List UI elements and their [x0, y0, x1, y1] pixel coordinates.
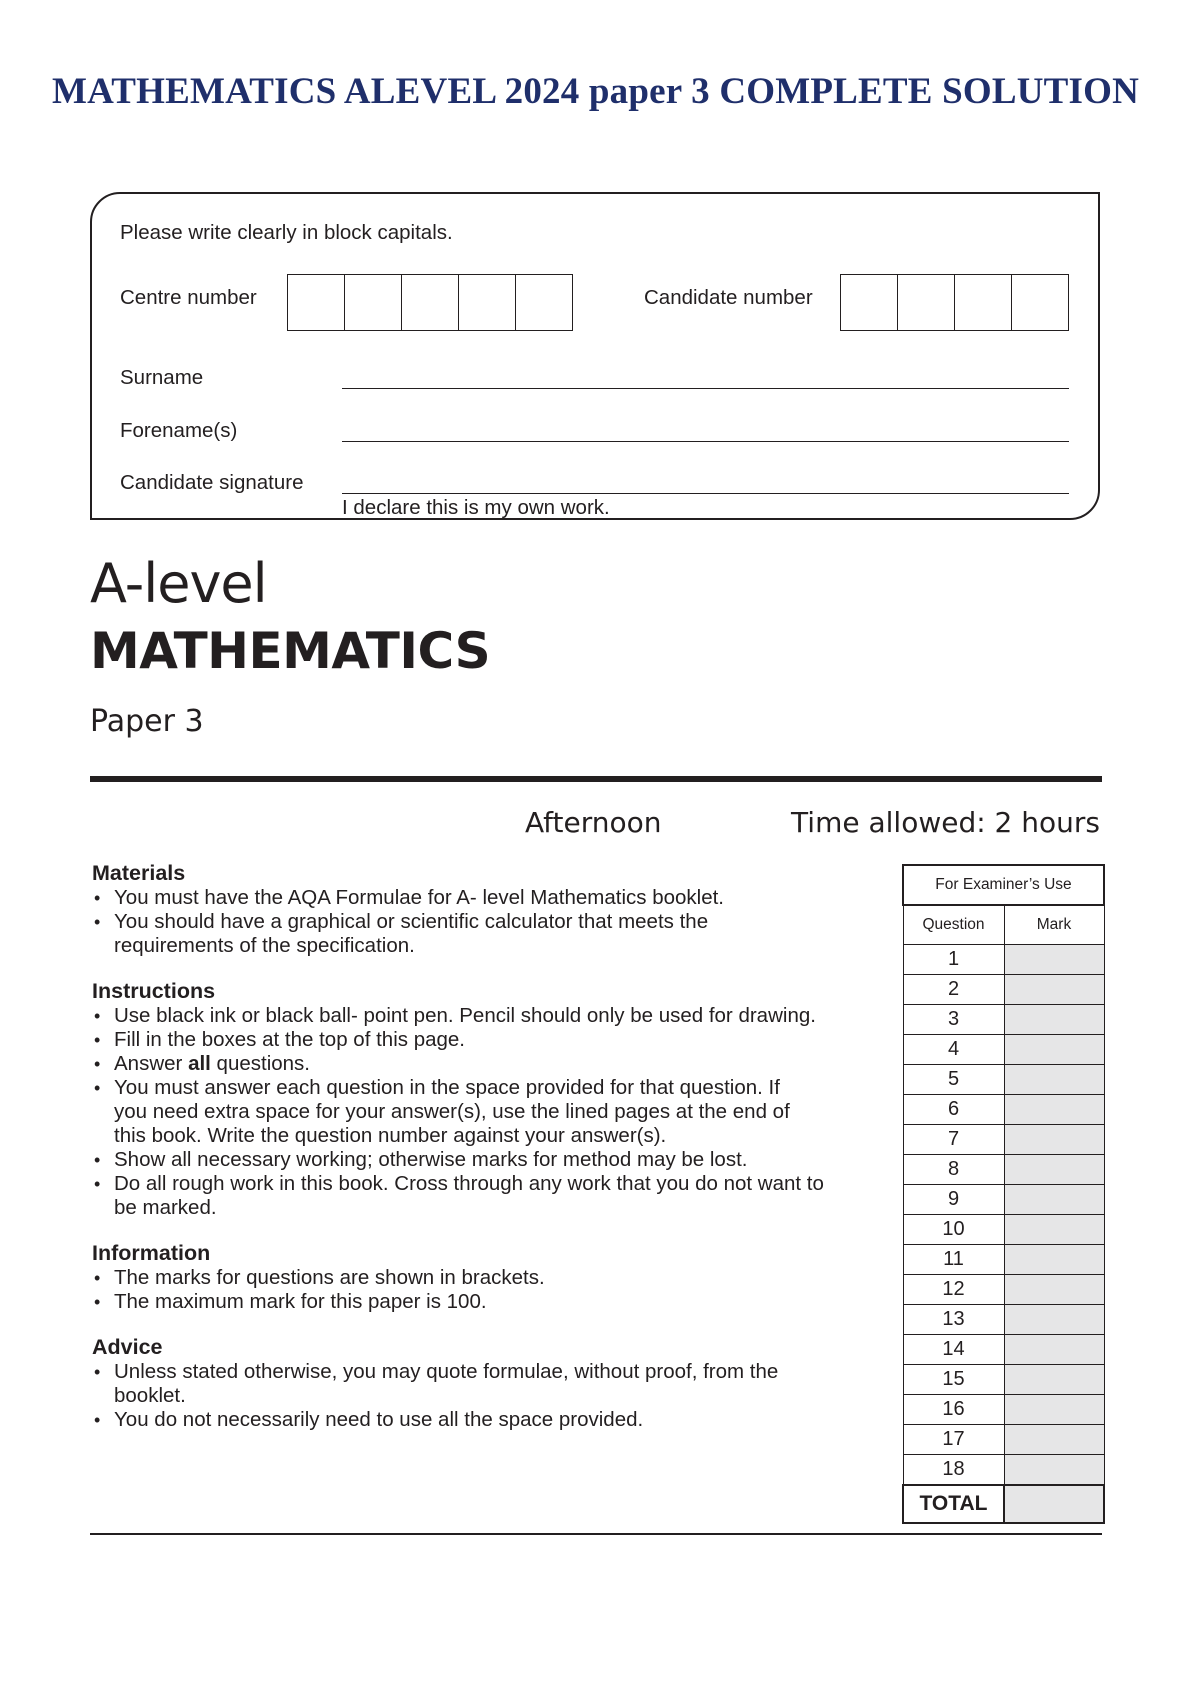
advice-list [92, 1360, 892, 1432]
question-number: 10 [903, 1215, 1004, 1245]
answer-all-suffix: questions. [210, 1052, 311, 1075]
table-row [903, 1185, 1104, 1215]
surname-line[interactable] [342, 388, 1069, 389]
question-number: 13 [903, 1305, 1004, 1335]
question-number: 14 [903, 1335, 1004, 1365]
list-item: • The marks for questions are shown in brackets. [92, 1266, 892, 1290]
mark-cell[interactable] [1004, 1365, 1104, 1395]
mark-cell[interactable] [1004, 1215, 1104, 1245]
list-item: • The maximum mark for this paper is 100. [92, 1290, 892, 1314]
list-item [92, 1052, 892, 1076]
question-number: 5 [903, 1065, 1004, 1095]
centre-number-boxes[interactable] [287, 274, 573, 331]
centre-digit-box[interactable] [288, 275, 345, 330]
question-number: 8 [903, 1155, 1004, 1185]
question-number: 1 [903, 945, 1004, 975]
document-title: MATHEMATICS ALEVEL 2024 paper 3 COMPLETE SOLUTION [51, 71, 1140, 112]
mark-cell[interactable] [1004, 1425, 1104, 1455]
mark-cell[interactable] [1004, 1455, 1104, 1486]
exam-session: Afternoon [525, 806, 662, 839]
question-number: 7 [903, 1125, 1004, 1155]
list-item: • You should have a graphical or scientific calculator that meets the requirements of the specification. [92, 910, 754, 958]
total-row [903, 1485, 1104, 1523]
list-item: • Use black ink or black ball- point pen. Pencil should only be used for drawing. [92, 1004, 892, 1028]
candidate-digit-box[interactable] [955, 275, 1012, 330]
question-number: 16 [903, 1395, 1004, 1425]
table-row [903, 1425, 1104, 1455]
mark-cell[interactable] [1004, 1065, 1104, 1095]
centre-digit-box[interactable] [459, 275, 516, 330]
materials-list [92, 886, 892, 958]
question-number: 4 [903, 1035, 1004, 1065]
forename-label: Forename(s) [120, 419, 238, 442]
list-item: • You do not necessarily need to use all the space provided. [92, 1408, 892, 1432]
table-row [903, 1125, 1104, 1155]
total-label: TOTAL [903, 1485, 1004, 1523]
list-item: • Show all necessary working; otherwise marks for method may be lost. [92, 1148, 892, 1172]
table-row [903, 1365, 1104, 1395]
qualification-title: A-level [90, 552, 267, 615]
table-row [903, 1065, 1104, 1095]
forename-line[interactable] [342, 441, 1069, 442]
instructions-panel [92, 860, 892, 1452]
question-column-header: Question [903, 905, 1004, 945]
mark-cell[interactable] [1004, 1335, 1104, 1365]
mark-cell[interactable] [1004, 1095, 1104, 1125]
mark-cell[interactable] [1004, 1395, 1104, 1425]
table-row [903, 1395, 1104, 1425]
candidate-number-label: Candidate number [644, 286, 813, 309]
table-row [903, 1335, 1104, 1365]
candidate-number-boxes[interactable] [840, 274, 1069, 331]
table-row [903, 945, 1104, 975]
mark-cell[interactable] [1004, 1035, 1104, 1065]
candidate-digit-box[interactable] [1012, 275, 1069, 330]
question-number: 18 [903, 1455, 1004, 1486]
divider-bottom [90, 1533, 1102, 1535]
paper-number: Paper 3 [90, 704, 204, 739]
centre-digit-box[interactable] [345, 275, 402, 330]
mark-cell[interactable] [1004, 975, 1104, 1005]
examiner-use-table [902, 864, 1105, 1524]
divider-thick [90, 776, 1102, 782]
answer-all-prefix: Answer [114, 1052, 189, 1075]
list-item: • Unless stated otherwise, you may quote formulae, without proof, from the booklet. [92, 1360, 824, 1408]
mark-cell[interactable] [1004, 1305, 1104, 1335]
table-row [903, 1005, 1104, 1035]
mark-cell[interactable] [1004, 1275, 1104, 1305]
instructions-list [92, 1004, 892, 1220]
table-row [903, 1035, 1104, 1065]
centre-digit-box[interactable] [516, 275, 573, 330]
candidate-digit-box[interactable] [898, 275, 955, 330]
table-row [903, 1245, 1104, 1275]
signature-label: Candidate signature [120, 471, 304, 494]
question-number: 2 [903, 975, 1004, 1005]
list-item: • You must have the AQA Formulae for A- level Mathematics booklet. [92, 886, 892, 910]
table-row [903, 1275, 1104, 1305]
mark-cell[interactable] [1004, 1245, 1104, 1275]
table-row [903, 1455, 1104, 1486]
list-item: • You must answer each question in the space provided for that question. If you need extra space for your answer(s), use the lined pages at the end of this book. Write the question number against your answer(s). [92, 1076, 814, 1148]
mark-cell[interactable] [1004, 945, 1104, 975]
question-number: 3 [903, 1005, 1004, 1035]
block-capitals-instruction: Please write clearly in block capitals. [120, 221, 453, 244]
centre-number-label: Centre number [120, 286, 257, 309]
question-number: 12 [903, 1275, 1004, 1305]
table-row [903, 1155, 1104, 1185]
question-number: 6 [903, 1095, 1004, 1125]
mark-column-header: Mark [1004, 905, 1104, 945]
declaration-text: I declare this is my own work. [342, 496, 610, 519]
list-item: • Fill in the boxes at the top of this page. [92, 1028, 892, 1052]
examiner-use-title: For Examiner’s Use [903, 865, 1104, 905]
advice-heading: Advice [92, 1335, 163, 1359]
mark-cell[interactable] [1004, 1155, 1104, 1185]
mark-cell[interactable] [1004, 1125, 1104, 1155]
information-list [92, 1266, 892, 1314]
question-number: 17 [903, 1425, 1004, 1455]
instructions-heading: Instructions [92, 979, 216, 1003]
answer-all-emphasis: all [188, 1052, 211, 1075]
subject-title: MATHEMATICS [90, 622, 491, 680]
mark-cell[interactable] [1004, 1005, 1104, 1035]
candidate-details-box [90, 192, 1100, 520]
table-row [903, 1215, 1104, 1245]
time-allowed: Time allowed: 2 hours [791, 806, 1100, 839]
information-heading: Information [92, 1241, 211, 1265]
centre-digit-box[interactable] [402, 275, 459, 330]
mark-cell[interactable] [1004, 1185, 1104, 1215]
table-row [903, 1305, 1104, 1335]
total-mark-cell[interactable] [1004, 1485, 1104, 1523]
table-row [903, 975, 1104, 1005]
table-row [903, 1095, 1104, 1125]
surname-label: Surname [120, 366, 204, 389]
question-number: 9 [903, 1185, 1004, 1215]
list-item: • Do all rough work in this book. Cross through any work that you do not want to be marked. [92, 1172, 834, 1220]
question-number: 15 [903, 1365, 1004, 1395]
materials-heading: Materials [92, 861, 186, 885]
signature-line[interactable] [342, 493, 1069, 494]
candidate-digit-box[interactable] [841, 275, 898, 330]
question-number: 11 [903, 1245, 1004, 1275]
